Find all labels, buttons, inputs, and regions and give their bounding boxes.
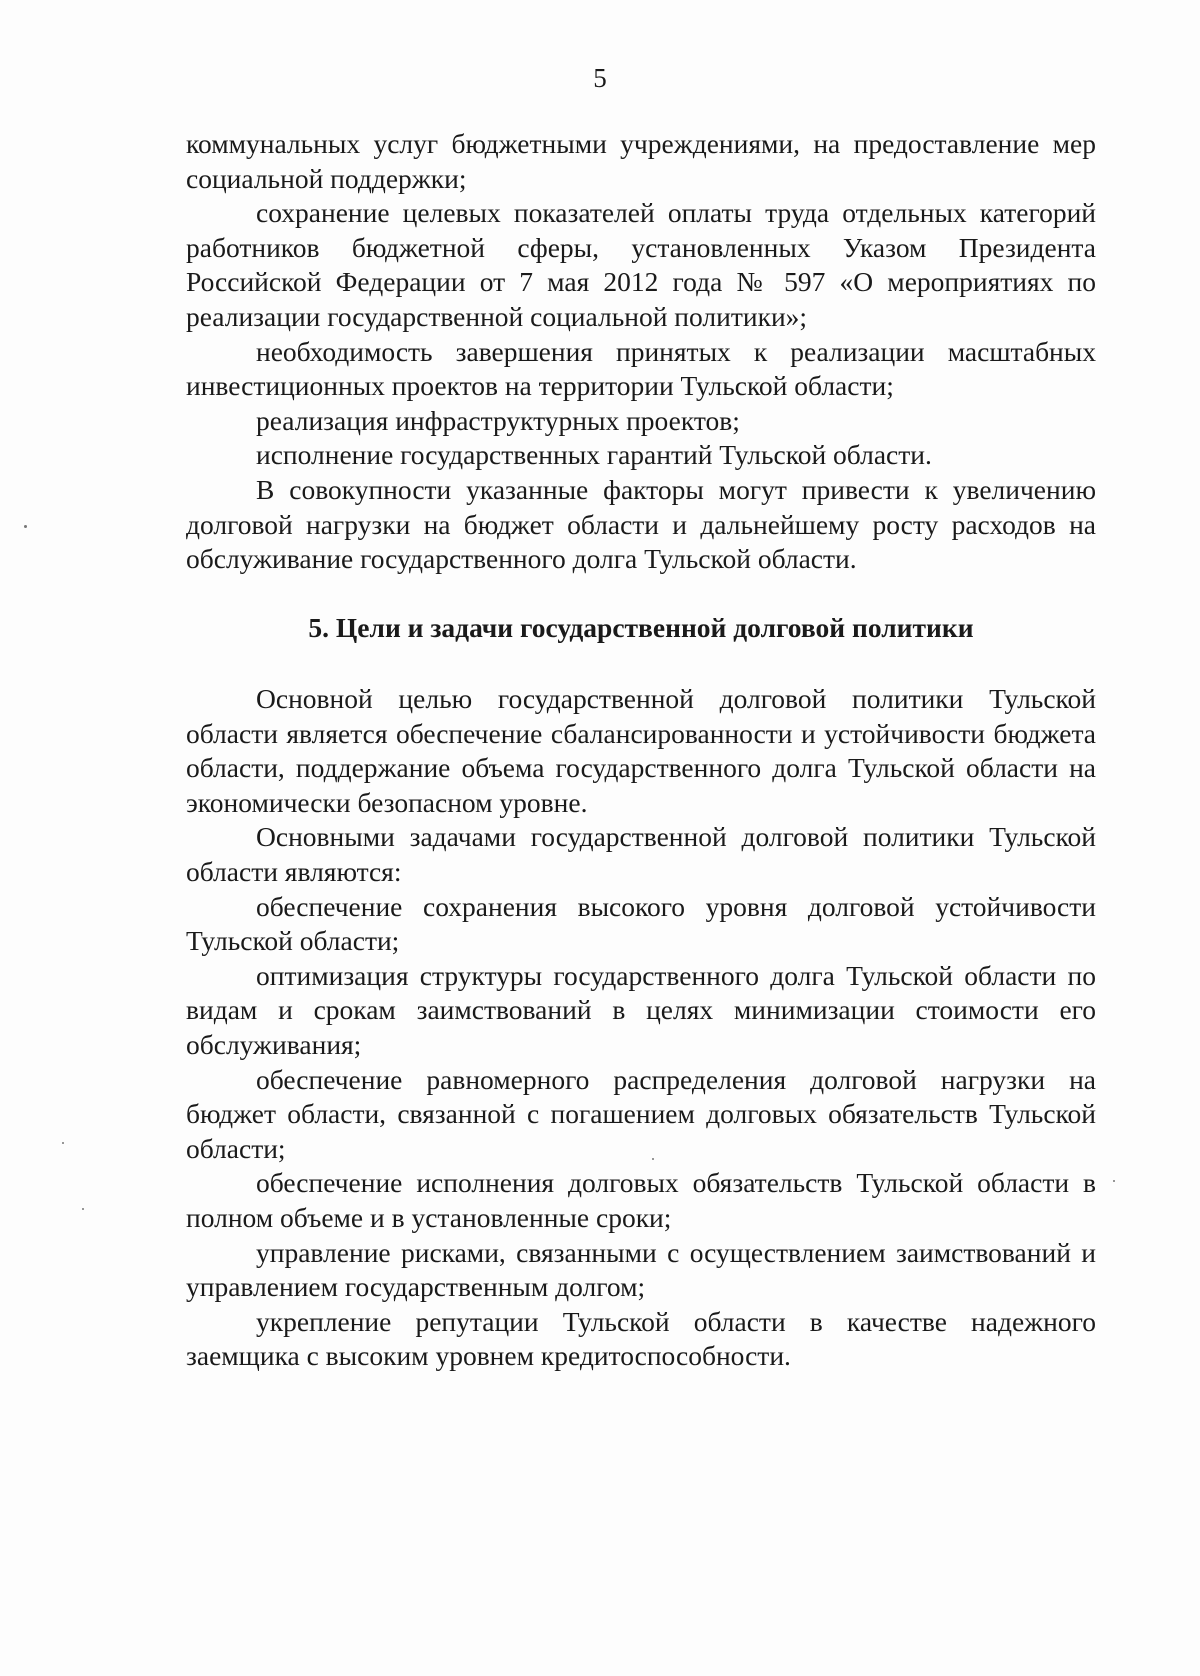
- paragraph: Основными задачами государственной долговой политики Тульской области являются:: [186, 821, 1096, 887]
- scan-speck: [1113, 1180, 1115, 1182]
- page-number: 5: [593, 63, 607, 93]
- paragraph: Основной целью государственной долговой политики Тульской области является обеспечение сбалансированности и устойчивости бюджета области, поддержание объема государственного долга Тульской области на экономически безопасном уровне.: [186, 683, 1096, 818]
- paragraph: реализация инфраструктурных проектов;: [256, 404, 740, 436]
- paragraph: оптимизация структуры государственного долга Тульской области по видам и срокам заимствований в целях минимизации стоимости его обслуживания;: [186, 959, 1096, 1060]
- paragraph: укрепление репутации Тульской области в качестве надежного заемщика с высоким уровнем кредитоспособности.: [186, 1305, 1096, 1372]
- paragraph: управление рисками, связанными с осуществлением заимствований и управлением государственным долгом;: [186, 1236, 1096, 1303]
- paragraph: необходимость завершения принятых к реализации масштабных инвестиционных проектов на территории Тульской области;: [186, 335, 1096, 402]
- scan-speck: [82, 1208, 84, 1210]
- section-heading: 5. Цели и задачи государственной долговой политики: [308, 612, 974, 643]
- text-block-section-5: [186, 682, 1096, 1374]
- paragraph: В совокупности указанные факторы могут привести к увеличению долговой нагрузки на бюджет области и дальнейшему росту расходов на обслуживание государственного долга Тульской области.: [186, 473, 1096, 575]
- scan-speck: [62, 1142, 64, 1144]
- paragraph: обеспечение исполнения долговых обязательств Тульской области в полном объеме и в установленные сроки;: [186, 1167, 1096, 1233]
- paragraph: обеспечение сохранения высокого уровня долговой устойчивости Тульской области;: [186, 890, 1096, 957]
- paragraph: исполнение государственных гарантий Тульской области.: [256, 439, 932, 471]
- paragraph: обеспечение равномерного распределения долговой нагрузки на бюджет области, связанной с погашением долговых обязательств Тульской области;: [186, 1063, 1096, 1164]
- text-block-previous-section: [186, 127, 1096, 577]
- scan-speck: [24, 525, 27, 528]
- paragraph: сохранение целевых показателей оплаты труда отдельных категорий работников бюджетной сферы, установленных Указом Президента Российской Федерации от 7 мая 2012 года № 597 «О мероприятиях по реализации государственной социальной политики»;: [186, 197, 1096, 332]
- paragraph: коммунальных услуг бюджетными учреждениями, на предоставление мер социальной поддержки;: [186, 128, 1096, 194]
- scan-speck: [652, 1158, 654, 1160]
